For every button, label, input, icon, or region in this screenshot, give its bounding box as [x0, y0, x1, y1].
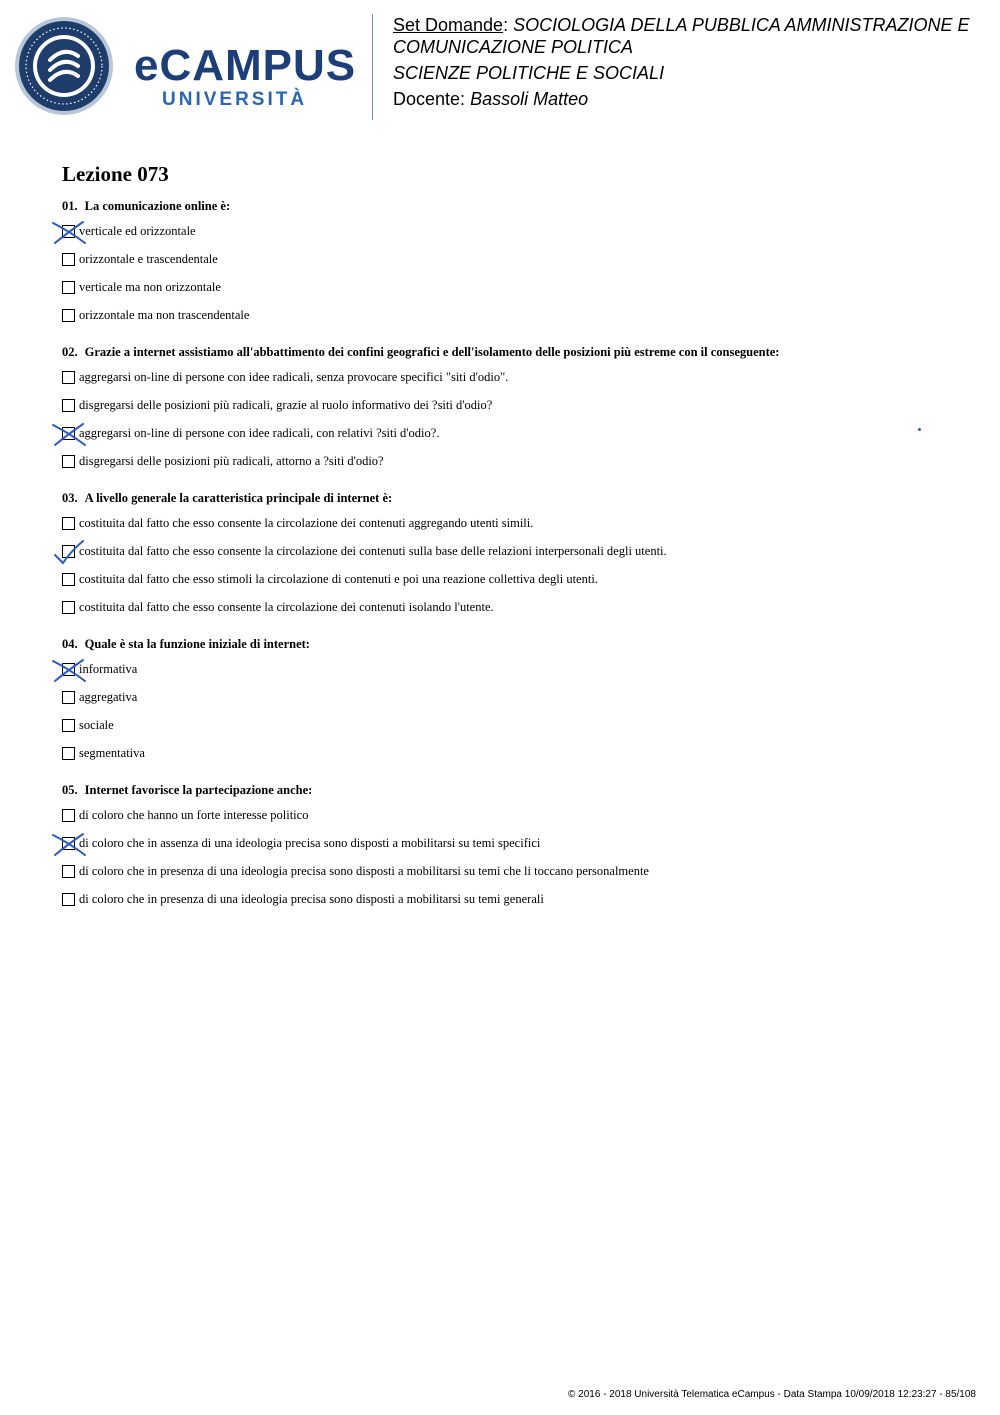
answer-checkbox[interactable]: [62, 573, 75, 586]
answer-checkbox[interactable]: [62, 427, 75, 440]
lesson-title: Lezione 073: [62, 162, 169, 186]
answer-label: aggregativa: [79, 689, 138, 704]
question-label: A livello generale la caratteristica principale di internet è:: [84, 491, 393, 505]
set-domande-label: Set Domande: [393, 15, 504, 35]
question-block: [62, 196, 982, 329]
answer-checkbox[interactable]: [62, 253, 75, 266]
answer-label: di coloro che hanno un forte interesse politico: [79, 807, 309, 822]
answer-option[interactable]: [62, 857, 982, 885]
answer-label: costituita dal fatto che esso stimoli la circolazione di contenuti e poi una reazione collettiva degli utenti.: [79, 571, 598, 586]
answer-checkbox[interactable]: [62, 225, 75, 238]
answer-label: di coloro che in presenza di una ideologia precisa sono disposti a mobilitarsi su temi che li toccano personalmente: [79, 863, 649, 878]
answer-label: disgregarsi delle posizioni più radicali, grazie al ruolo informativo dei ?siti d'odio?: [79, 397, 493, 412]
answer-option[interactable]: [62, 419, 982, 447]
answer-checkbox[interactable]: [62, 455, 75, 468]
answer-label: orizzontale e trascendentale: [79, 251, 218, 266]
answer-checkbox[interactable]: [62, 691, 75, 704]
answer-label: aggregarsi on-line di persone con idee radicali, senza provocare specifici "siti d'odio".: [79, 369, 509, 384]
answer-checkbox[interactable]: [62, 893, 75, 906]
question-block: [62, 342, 982, 475]
answer-option[interactable]: [62, 739, 982, 767]
question-label: Quale è sta la funzione iniziale di internet:: [84, 637, 310, 651]
answer-checkbox[interactable]: [62, 865, 75, 878]
course-info: Set Domande: SOCIOLOGIA DELLA PUBBLICA AMMINISTRAZIONE E COMUNICAZIONE POLITICA SCIENZE POLITICHE E SOCIALI Docente: Bassoli Matteo: [393, 14, 1000, 110]
answer-option[interactable]: [62, 829, 982, 857]
question-block: [62, 780, 982, 913]
question-text: [62, 780, 982, 801]
answer-label: segmentativa: [79, 745, 145, 760]
answer-option[interactable]: [62, 801, 982, 829]
answer-option[interactable]: [62, 593, 982, 621]
answer-option[interactable]: [62, 301, 982, 329]
question-text: [62, 342, 982, 363]
answer-label: sociale: [79, 717, 114, 732]
question-text: [62, 634, 982, 655]
question-number: 05.: [62, 783, 78, 797]
course-title-line2: COMUNICAZIONE POLITICA: [393, 37, 634, 57]
question-label: Internet favorisce la partecipazione anche:: [84, 783, 313, 797]
docente-name: Bassoli Matteo: [470, 89, 589, 109]
question-block: [62, 488, 982, 621]
answer-option[interactable]: [62, 537, 982, 565]
question-number: 04.: [62, 637, 78, 651]
answer-label: costituita dal fatto che esso consente la circolazione dei contenuti aggregando utenti simili.: [79, 515, 534, 530]
answer-label: di coloro che in presenza di una ideologia precisa sono disposti a mobilitarsi su temi generali: [79, 891, 544, 906]
answer-option[interactable]: [62, 447, 982, 475]
answer-option[interactable]: [62, 683, 982, 711]
answer-option[interactable]: [62, 509, 982, 537]
answer-checkbox[interactable]: [62, 545, 75, 558]
answer-label: verticale ed orizzontale: [79, 223, 196, 238]
question-label: La comunicazione online è:: [84, 199, 231, 213]
question-text: [62, 196, 982, 217]
course-title-line1: SOCIOLOGIA DELLA PUBBLICA AMMINISTRAZIONE E: [513, 15, 970, 35]
answer-checkbox[interactable]: [62, 747, 75, 760]
answer-checkbox[interactable]: [62, 309, 75, 322]
answer-option[interactable]: [62, 885, 982, 913]
answer-checkbox[interactable]: [62, 281, 75, 294]
question-label: Grazie a internet assistiamo all'abbattimento dei confini geografici e dell'isolamento delle posizioni più estreme con il conseguente:: [84, 345, 780, 359]
question-number: 03.: [62, 491, 78, 505]
answer-label: verticale ma non orizzontale: [79, 279, 221, 294]
answer-checkbox[interactable]: [62, 719, 75, 732]
header-divider: [372, 14, 373, 120]
answer-label: costituita dal fatto che esso consente la circolazione dei contenuti isolando l'utente.: [79, 599, 494, 614]
ecampus-logo-text: eCAMPUS: [134, 41, 357, 90]
document-header: [0, 0, 1000, 130]
answer-checkbox[interactable]: [62, 837, 75, 850]
page-footer: © 2016 - 2018 Università Telematica eCampus - Data Stampa 10/09/2018 12:23:27 - 85/108: [568, 1389, 976, 1400]
answer-label: informativa: [79, 661, 138, 676]
answer-checkbox[interactable]: [62, 663, 75, 676]
ink-dot: [918, 428, 921, 431]
answer-option[interactable]: [62, 711, 982, 739]
answer-option[interactable]: [62, 655, 982, 683]
universita-logo-text: UNIVERSITÀ: [162, 89, 308, 110]
answer-option[interactable]: [62, 245, 982, 273]
question-number: 02.: [62, 345, 78, 359]
answer-label: di coloro che in assenza di una ideologia precisa sono disposti a mobilitarsi su temi specifici: [79, 835, 541, 850]
faculty-name: SCIENZE POLITICHE E SOCIALI: [393, 63, 665, 83]
docente-label: Docente:: [393, 89, 466, 109]
answer-label: aggregarsi on-line di persone con idee radicali, con relativi ?siti d'odio?.: [79, 425, 440, 440]
answer-checkbox[interactable]: [62, 399, 75, 412]
question-number: 01.: [62, 199, 78, 213]
answer-checkbox[interactable]: [62, 601, 75, 614]
answer-checkbox[interactable]: [62, 517, 75, 530]
question-block: [62, 634, 982, 767]
question-list: [62, 196, 982, 926]
answer-option[interactable]: [62, 217, 982, 245]
question-text: [62, 488, 982, 509]
answer-label: orizzontale ma non trascendentale: [79, 307, 250, 322]
answer-option[interactable]: [62, 363, 982, 391]
answer-checkbox[interactable]: [62, 371, 75, 384]
answer-checkbox[interactable]: [62, 809, 75, 822]
answer-option[interactable]: [62, 391, 982, 419]
university-seal-icon: [14, 16, 114, 116]
answer-label: costituita dal fatto che esso consente la circolazione dei contenuti sulla base delle relazioni interpersonali degli utenti.: [79, 543, 667, 558]
answer-option[interactable]: [62, 273, 982, 301]
answer-option[interactable]: [62, 565, 982, 593]
answer-label: disgregarsi delle posizioni più radicali, attorno a ?siti d'odio?: [79, 453, 384, 468]
